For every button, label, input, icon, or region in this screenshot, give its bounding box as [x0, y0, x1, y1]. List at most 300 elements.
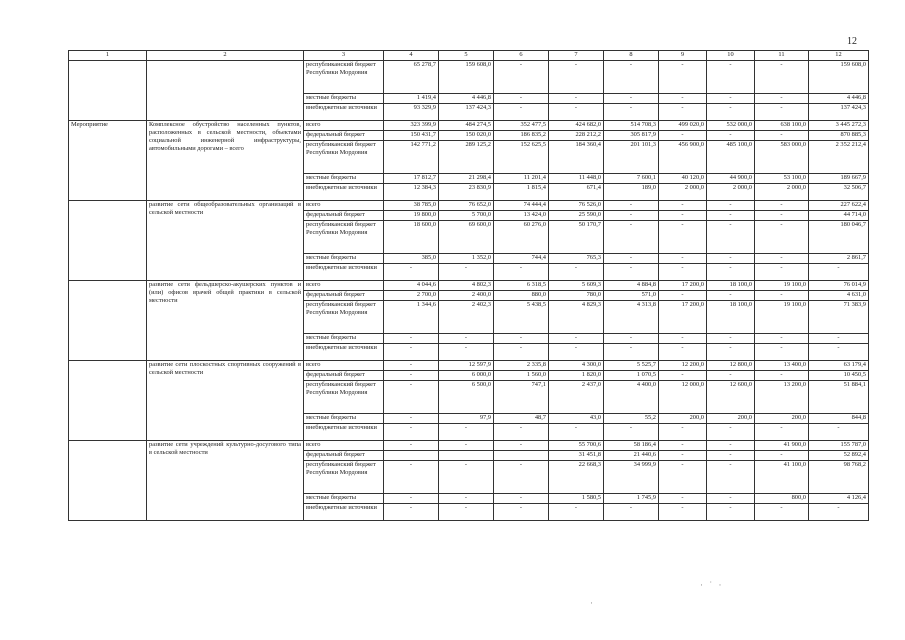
amount-cell: - [755, 371, 809, 381]
amount-cell: 456 900,0 [659, 141, 707, 174]
amount-cell: - [659, 211, 707, 221]
amount-cell: 5 438,5 [494, 301, 549, 334]
amount-cell: 34 999,9 [604, 461, 659, 494]
amount-cell: 137 424,3 [439, 104, 494, 121]
amount-cell: 228 212,2 [549, 131, 604, 141]
amount-cell: 22 668,3 [549, 461, 604, 494]
funding-source-cell: республиканский бюджет Республики Мордовия [304, 381, 384, 414]
amount-cell: 4 400,0 [604, 381, 659, 414]
funding-source-cell: федеральный бюджет [304, 291, 384, 301]
amount-cell: 98 768,2 [809, 461, 869, 494]
amount-cell: - [809, 504, 869, 521]
funding-source-cell: внебюджетные источники [304, 424, 384, 441]
amount-cell: 10 450,5 [809, 371, 869, 381]
amount-cell: - [439, 441, 494, 451]
amount-cell: - [755, 291, 809, 301]
funding-source-cell: местные бюджеты [304, 254, 384, 264]
amount-cell: 2 861,7 [809, 254, 869, 264]
amount-cell: - [755, 201, 809, 211]
amount-cell: 13 400,0 [755, 361, 809, 371]
amount-cell: - [659, 494, 707, 504]
amount-cell: 3 445 272,3 [809, 121, 869, 131]
amount-cell: - [707, 291, 755, 301]
amount-cell: - [755, 104, 809, 121]
amount-cell: 1 745,9 [604, 494, 659, 504]
amount-cell: 12 200,0 [659, 361, 707, 371]
column-header: 10 [707, 51, 755, 61]
amount-cell: 4 300,0 [549, 361, 604, 371]
amount-cell: - [659, 221, 707, 254]
amount-cell: - [707, 201, 755, 211]
measure-type-cell [69, 361, 147, 441]
page-number: 12 [847, 36, 857, 47]
column-header: 11 [755, 51, 809, 61]
amount-cell: 4 446,8 [439, 94, 494, 104]
amount-cell: 19 800,0 [384, 211, 439, 221]
amount-cell: - [384, 494, 439, 504]
amount-cell: - [707, 94, 755, 104]
funding-source-cell: республиканский бюджет Республики Мордовия [304, 61, 384, 94]
amount-cell: 800,0 [755, 494, 809, 504]
amount-cell: - [755, 61, 809, 94]
amount-cell: 4 126,4 [809, 494, 869, 504]
measure-description-cell: развитие сети фельдшерско-акушерских пунктов и (или) офисов врачей общей практики в сельской местности [147, 281, 304, 361]
amount-cell: 155 787,0 [809, 441, 869, 451]
amount-cell: 18 600,0 [384, 221, 439, 254]
amount-cell: - [494, 504, 549, 521]
amount-cell: 514 708,3 [604, 121, 659, 131]
amount-cell: 4 829,3 [549, 301, 604, 334]
amount-cell: - [549, 504, 604, 521]
funding-source-cell: федеральный бюджет [304, 131, 384, 141]
amount-cell: 671,4 [549, 184, 604, 201]
amount-cell: - [549, 264, 604, 281]
amount-cell: 289 125,2 [439, 141, 494, 174]
column-header: 5 [439, 51, 494, 61]
amount-cell: 305 817,9 [604, 131, 659, 141]
amount-cell: - [707, 424, 755, 441]
amount-cell: 97,9 [439, 414, 494, 424]
amount-cell: 12 800,0 [707, 361, 755, 371]
amount-cell: 11 201,4 [494, 174, 549, 184]
amount-cell: - [494, 104, 549, 121]
amount-cell: 485 100,0 [707, 141, 755, 174]
amount-cell: 31 451,8 [549, 451, 604, 461]
amount-cell: 765,3 [549, 254, 604, 264]
amount-cell: - [707, 104, 755, 121]
funding-source-cell: внебюджетные источники [304, 264, 384, 281]
measure-description-cell [147, 61, 304, 121]
amount-cell: 17 200,0 [659, 281, 707, 291]
amount-cell: 69 600,0 [439, 221, 494, 254]
amount-cell: 2 335,8 [494, 361, 549, 371]
amount-cell: - [604, 504, 659, 521]
funding-source-cell: внебюджетные источники [304, 104, 384, 121]
measure-description-cell: развитие сети плоскостных спортивных сооружений в сельской местности [147, 361, 304, 441]
amount-cell: 60 276,0 [494, 221, 549, 254]
amount-cell: 25 590,0 [549, 211, 604, 221]
amount-cell: 4 446,8 [809, 94, 869, 104]
amount-cell: - [659, 344, 707, 361]
amount-cell: 52 892,4 [809, 451, 869, 461]
funding-source-cell: местные бюджеты [304, 94, 384, 104]
amount-cell: 76 652,0 [439, 201, 494, 211]
amount-cell: - [659, 94, 707, 104]
amount-cell: - [659, 104, 707, 121]
amount-cell: - [494, 264, 549, 281]
amount-cell: - [439, 344, 494, 361]
funding-source-cell: всего [304, 441, 384, 451]
amount-cell: - [707, 504, 755, 521]
amount-cell: 1 070,5 [604, 371, 659, 381]
amount-cell: 63 179,4 [809, 361, 869, 371]
funding-source-cell: местные бюджеты [304, 494, 384, 504]
amount-cell: - [604, 211, 659, 221]
column-header: 2 [147, 51, 304, 61]
amount-cell: - [707, 441, 755, 451]
funding-source-cell: республиканский бюджет Республики Мордовия [304, 221, 384, 254]
amount-cell: 38 785,0 [384, 201, 439, 211]
scan-speckle: · ˙ · [700, 580, 724, 590]
amount-cell: 5 609,3 [549, 281, 604, 291]
amount-cell: 44 900,0 [707, 174, 755, 184]
amount-cell: - [384, 344, 439, 361]
amount-cell: 7 600,1 [604, 174, 659, 184]
amount-cell: 48,7 [494, 414, 549, 424]
amount-cell: - [494, 94, 549, 104]
amount-cell: 18 100,0 [707, 301, 755, 334]
amount-cell: - [659, 254, 707, 264]
amount-cell: 142 771,2 [384, 141, 439, 174]
amount-cell [494, 451, 549, 461]
measure-description-cell: Комплексное обустройство населенных пунктов, расположенных в сельской местности, объектами социальной инженерной инфраструктуры, автомобильными дорогами – всего [147, 121, 304, 201]
amount-cell: - [384, 424, 439, 441]
amount-cell: - [439, 424, 494, 441]
amount-cell: 19 100,0 [755, 281, 809, 291]
amount-cell: - [659, 424, 707, 441]
funding-source-cell: федеральный бюджет [304, 211, 384, 221]
amount-cell: - [659, 61, 707, 94]
amount-cell: - [604, 94, 659, 104]
amount-cell: 12 600,0 [707, 381, 755, 414]
amount-cell: - [659, 334, 707, 344]
funding-source-cell: всего [304, 201, 384, 211]
amount-cell: - [439, 494, 494, 504]
amount-cell: 385,0 [384, 254, 439, 264]
amount-cell: - [384, 504, 439, 521]
amount-cell: 189 667,9 [809, 174, 869, 184]
amount-cell: 201 101,3 [604, 141, 659, 174]
amount-cell: 159 608,0 [809, 61, 869, 94]
funding-source-cell: местные бюджеты [304, 334, 384, 344]
amount-cell: 4 044,6 [384, 281, 439, 291]
budget-table-body [69, 61, 869, 521]
amount-cell: - [809, 424, 869, 441]
amount-cell: 23 830,9 [439, 184, 494, 201]
amount-cell: 5 525,7 [604, 361, 659, 371]
amount-cell: 41 900,0 [755, 441, 809, 451]
amount-cell: 352 477,5 [494, 121, 549, 131]
amount-cell: 152 625,5 [494, 141, 549, 174]
amount-cell: 184 360,4 [549, 141, 604, 174]
amount-cell: 1 580,5 [549, 494, 604, 504]
amount-cell: 74 444,4 [494, 201, 549, 211]
amount-cell: 744,4 [494, 254, 549, 264]
funding-source-cell: федеральный бюджет [304, 451, 384, 461]
amount-cell: - [604, 334, 659, 344]
amount-cell: - [707, 344, 755, 361]
amount-cell: - [659, 451, 707, 461]
amount-cell: 55 700,6 [549, 441, 604, 451]
funding-source-cell: внебюджетные источники [304, 504, 384, 521]
amount-cell: - [604, 201, 659, 211]
funding-source-cell: местные бюджеты [304, 414, 384, 424]
column-header: 1 [69, 51, 147, 61]
amount-cell: - [755, 451, 809, 461]
amount-cell: - [549, 94, 604, 104]
column-header: 12 [809, 51, 869, 61]
funding-source-cell: всего [304, 121, 384, 131]
amount-cell: - [659, 201, 707, 211]
amount-cell: 71 383,9 [809, 301, 869, 334]
amount-cell: - [384, 381, 439, 414]
amount-cell: - [384, 441, 439, 451]
funding-source-cell: республиканский бюджет Республики Мордовия [304, 461, 384, 494]
amount-cell: - [604, 344, 659, 361]
amount-cell: - [494, 61, 549, 94]
amount-cell: 2 700,0 [384, 291, 439, 301]
amount-cell: 4 313,8 [604, 301, 659, 334]
measure-type-cell [69, 201, 147, 281]
amount-cell: 532 000,0 [707, 121, 755, 131]
column-header: 9 [659, 51, 707, 61]
amount-cell: - [755, 131, 809, 141]
amount-cell: 186 835,2 [494, 131, 549, 141]
measure-type-cell [69, 281, 147, 361]
amount-cell: 12 000,0 [659, 381, 707, 414]
amount-cell: - [755, 211, 809, 221]
amount-cell: 4 631,0 [809, 291, 869, 301]
amount-cell: - [549, 334, 604, 344]
funding-source-cell: всего [304, 361, 384, 371]
amount-cell: 189,0 [604, 184, 659, 201]
amount-cell: - [755, 221, 809, 254]
amount-cell: 44 714,0 [809, 211, 869, 221]
table-row [69, 201, 869, 211]
measure-type-cell [69, 61, 147, 121]
budget-table [68, 50, 869, 521]
amount-cell: - [659, 441, 707, 451]
amount-cell: 424 682,0 [549, 121, 604, 131]
scan-speckle: · [590, 598, 595, 608]
amount-cell: 93 329,9 [384, 104, 439, 121]
amount-cell: - [659, 264, 707, 281]
funding-source-cell: внебюджетные источники [304, 344, 384, 361]
amount-cell: - [439, 461, 494, 494]
amount-cell: 58 186,4 [604, 441, 659, 451]
amount-cell: - [755, 254, 809, 264]
amount-cell: 227 622,4 [809, 201, 869, 211]
funding-source-cell: республиканский бюджет Республики Мордовия [304, 301, 384, 334]
amount-cell [439, 451, 494, 461]
amount-cell: 1 419,4 [384, 94, 439, 104]
amount-cell: - [809, 334, 869, 344]
amount-cell: 1 815,4 [494, 184, 549, 201]
amount-cell: - [755, 504, 809, 521]
amount-cell: - [494, 441, 549, 451]
amount-cell: - [604, 221, 659, 254]
amount-cell: - [755, 424, 809, 441]
funding-source-cell: республиканский бюджет Республики Мордовия [304, 141, 384, 174]
amount-cell: 159 608,0 [439, 61, 494, 94]
amount-cell: 2 402,3 [439, 301, 494, 334]
amount-cell: - [549, 424, 604, 441]
measure-description-cell: развитие сети общеобразовательных организаций в сельской местности [147, 201, 304, 281]
measure-type-cell: Мероприятие [69, 121, 147, 201]
amount-cell: 200,0 [755, 414, 809, 424]
amount-cell: 18 100,0 [707, 281, 755, 291]
amount-cell: 43,0 [549, 414, 604, 424]
amount-cell: 12 597,9 [439, 361, 494, 371]
amount-cell: 2 400,0 [439, 291, 494, 301]
amount-cell: 200,0 [707, 414, 755, 424]
amount-cell: 2 000,0 [659, 184, 707, 201]
table-row [69, 121, 869, 131]
amount-cell: - [384, 371, 439, 381]
amount-cell: 638 100,0 [755, 121, 809, 131]
amount-cell: 53 100,0 [755, 174, 809, 184]
amount-cell: 137 424,3 [809, 104, 869, 121]
amount-cell: 2 000,0 [707, 184, 755, 201]
amount-cell: - [659, 371, 707, 381]
amount-cell: 4 884,8 [604, 281, 659, 291]
amount-cell: 870 885,3 [809, 131, 869, 141]
amount-cell: 40 120,0 [659, 174, 707, 184]
table-row [69, 441, 869, 451]
amount-cell: - [494, 424, 549, 441]
header-row [69, 51, 869, 61]
amount-cell: 583 000,0 [755, 141, 809, 174]
amount-cell: - [549, 344, 604, 361]
amount-cell: - [384, 414, 439, 424]
amount-cell: - [494, 344, 549, 361]
amount-cell: 499 020,0 [659, 121, 707, 131]
amount-cell: 12 384,3 [384, 184, 439, 201]
amount-cell: 1 344,6 [384, 301, 439, 334]
amount-cell: - [494, 494, 549, 504]
amount-cell: - [707, 221, 755, 254]
amount-cell: 19 100,0 [755, 301, 809, 334]
amount-cell: - [604, 424, 659, 441]
amount-cell: 200,0 [659, 414, 707, 424]
amount-cell: - [809, 344, 869, 361]
amount-cell: - [707, 461, 755, 494]
amount-cell: 17 200,0 [659, 301, 707, 334]
amount-cell: 6 000,0 [439, 371, 494, 381]
amount-cell: 1 352,0 [439, 254, 494, 264]
amount-cell: - [494, 334, 549, 344]
amount-cell: - [439, 334, 494, 344]
amount-cell: 21 298,4 [439, 174, 494, 184]
column-header: 4 [384, 51, 439, 61]
amount-cell: - [604, 61, 659, 94]
amount-cell: - [384, 264, 439, 281]
amount-cell: 6 500,0 [439, 381, 494, 414]
funding-source-cell: всего [304, 281, 384, 291]
amount-cell: 65 278,7 [384, 61, 439, 94]
amount-cell: - [549, 104, 604, 121]
amount-cell: 844,8 [809, 414, 869, 424]
amount-cell: 13 424,0 [494, 211, 549, 221]
amount-cell: 1 820,0 [549, 371, 604, 381]
amount-cell: 11 448,0 [549, 174, 604, 184]
amount-cell: - [707, 451, 755, 461]
amount-cell: 780,0 [549, 291, 604, 301]
amount-cell: - [659, 504, 707, 521]
amount-cell: 32 506,7 [809, 184, 869, 201]
amount-cell: - [707, 254, 755, 264]
amount-cell: 150 020,0 [439, 131, 494, 141]
amount-cell: - [707, 264, 755, 281]
funding-source-cell: федеральный бюджет [304, 371, 384, 381]
amount-cell: 2 437,0 [549, 381, 604, 414]
table-row [69, 361, 869, 371]
amount-cell: - [659, 461, 707, 494]
column-header: 3 [304, 51, 384, 61]
amount-cell: 747,1 [494, 381, 549, 414]
amount-cell: - [755, 94, 809, 104]
amount-cell: 21 440,6 [604, 451, 659, 461]
amount-cell: 76 014,9 [809, 281, 869, 291]
amount-cell: - [707, 334, 755, 344]
amount-cell: - [659, 131, 707, 141]
amount-cell: - [384, 361, 439, 371]
amount-cell: 150 431,7 [384, 131, 439, 141]
amount-cell: 41 100,0 [755, 461, 809, 494]
amount-cell: 2 352 212,4 [809, 141, 869, 174]
amount-cell: - [707, 494, 755, 504]
amount-cell: 4 802,3 [439, 281, 494, 291]
amount-cell: 50 170,7 [549, 221, 604, 254]
amount-cell: 880,0 [494, 291, 549, 301]
amount-cell: - [659, 291, 707, 301]
amount-cell: 6 318,5 [494, 281, 549, 291]
amount-cell: - [755, 334, 809, 344]
column-header: 7 [549, 51, 604, 61]
table-row [69, 281, 869, 291]
amount-cell: - [707, 131, 755, 141]
amount-cell: - [604, 254, 659, 264]
amount-cell: - [384, 334, 439, 344]
amount-cell: 51 884,1 [809, 381, 869, 414]
amount-cell: - [755, 264, 809, 281]
amount-cell: - [755, 344, 809, 361]
column-header: 8 [604, 51, 659, 61]
column-header: 6 [494, 51, 549, 61]
measure-type-cell [69, 441, 147, 521]
amount-cell: - [439, 264, 494, 281]
amount-cell: - [604, 104, 659, 121]
amount-cell: 323 399,9 [384, 121, 439, 131]
amount-cell: 17 812,7 [384, 174, 439, 184]
amount-cell: 2 000,0 [755, 184, 809, 201]
amount-cell [384, 451, 439, 461]
amount-cell: - [494, 461, 549, 494]
amount-cell: 1 560,0 [494, 371, 549, 381]
amount-cell: 571,0 [604, 291, 659, 301]
amount-cell: 180 046,7 [809, 221, 869, 254]
amount-cell: - [384, 461, 439, 494]
